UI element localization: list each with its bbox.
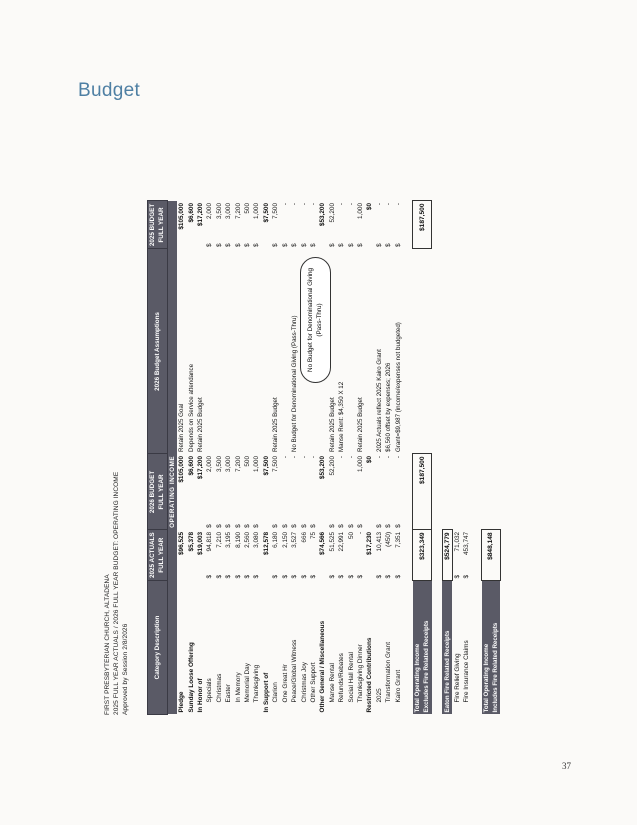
total-assumption bbox=[413, 249, 432, 454]
row-actual-symbol: $ bbox=[338, 574, 346, 579]
callout-note: No Budget for Denominational Giving (Pass-Thru) bbox=[300, 257, 331, 383]
row-budget-2025: - bbox=[385, 202, 393, 206]
row-category: Christmas bbox=[215, 673, 223, 703]
row-prior-symbol: $ bbox=[347, 243, 355, 247]
row-budget-symbol: $ bbox=[272, 524, 280, 528]
row-category: Memorial Day bbox=[244, 663, 252, 703]
row-category: One Great Hr bbox=[281, 664, 289, 703]
row-budget-2025: - bbox=[309, 202, 317, 206]
row-prior-symbol bbox=[196, 235, 205, 249]
row-category: Refunds/Rebates bbox=[338, 653, 346, 703]
row-prior-symbol: $ bbox=[394, 243, 402, 247]
col-assumptions: 2026 Budget Assumptions bbox=[148, 249, 168, 454]
row-assumption bbox=[252, 249, 261, 454]
total-budget-2026: $187,500 bbox=[413, 454, 432, 530]
row-actual-symbol: $ bbox=[385, 574, 393, 579]
row-prior-symbol: $ bbox=[300, 243, 308, 247]
row-budget-2026: 7,200 bbox=[234, 455, 242, 472]
row-budget-2025: - bbox=[375, 202, 383, 206]
row-category: Manse Rental bbox=[328, 663, 336, 703]
fire-row-amount: 71,032 bbox=[453, 531, 461, 552]
table-row bbox=[234, 201, 243, 715]
row-actual-2025: 10,413 bbox=[375, 531, 383, 552]
row-budget-symbol: $ bbox=[300, 524, 308, 528]
row-actual-2025: $17,230 bbox=[366, 531, 374, 555]
row-budget-2025: $0 bbox=[366, 202, 374, 211]
row-prior-symbol: $ bbox=[253, 243, 261, 247]
row-prior-symbol: $ bbox=[234, 243, 242, 247]
row-actual-symbol: $ bbox=[244, 574, 252, 579]
row-budget-symbol: $ bbox=[347, 524, 355, 528]
row-category: Specials bbox=[206, 678, 214, 703]
row-budget-symbol: $ bbox=[234, 524, 242, 528]
row-budget-2026: $7,500 bbox=[262, 455, 270, 476]
spacer-row bbox=[403, 201, 413, 715]
row-prior-symbol: $ bbox=[244, 243, 252, 247]
document-header bbox=[103, 472, 130, 715]
row-budget-2026: - bbox=[375, 455, 383, 459]
row-actual-symbol: $ bbox=[356, 574, 364, 579]
row-actual-2025: 8,190 bbox=[234, 531, 242, 548]
row-budget-2025: - bbox=[300, 202, 308, 206]
row-actual-2025: $96,525 bbox=[178, 531, 186, 555]
row-actual-2025: 3,080 bbox=[253, 531, 261, 548]
row-actual-2025: - bbox=[356, 531, 364, 535]
row-actual-symbol: $ bbox=[281, 574, 289, 579]
row-budget-2025: - bbox=[281, 202, 289, 206]
fire-row-amount: 453,747 bbox=[463, 531, 471, 555]
row-assumption bbox=[205, 249, 214, 454]
row-budget-2026: 3,000 bbox=[225, 455, 233, 472]
row-actual-symbol: $ bbox=[291, 574, 299, 579]
row-budget-2026: - bbox=[347, 455, 355, 459]
row-actual-2025: 7,351 bbox=[394, 531, 402, 548]
row-actual-symbol: $ bbox=[300, 574, 308, 579]
header-line-2: 2025 FULL YEAR ACTUALS / 2026 FULL YEAR BUDGET: OPERATING INCOME bbox=[113, 471, 120, 715]
row-category: Thanksgiving Dinner bbox=[356, 644, 364, 703]
row-assumption: Retain 2025 Budget bbox=[356, 397, 364, 452]
row-budget-symbol bbox=[196, 508, 205, 530]
row-actual-symbol: $ bbox=[234, 574, 242, 579]
grand-total-row bbox=[482, 201, 501, 715]
row-category: In Support of bbox=[262, 672, 270, 713]
row-budget-2025: 500 bbox=[244, 202, 252, 214]
spacer-row-3 bbox=[472, 201, 482, 715]
table-row bbox=[262, 201, 271, 715]
row-budget-2025: $7,500 bbox=[262, 202, 270, 223]
row-budget-2026: - bbox=[300, 455, 308, 459]
budget-table-rotated bbox=[103, 115, 533, 715]
row-budget-2025: - bbox=[291, 202, 299, 206]
fire-block-header bbox=[442, 201, 452, 715]
row-budget-2025: 3,000 bbox=[225, 202, 233, 219]
row-budget-2025: 1,000 bbox=[253, 202, 261, 219]
row-budget-2026: $105,000 bbox=[178, 455, 186, 483]
row-budget-symbol: $ bbox=[281, 524, 289, 528]
total-row-operating-income bbox=[413, 201, 432, 715]
row-actual-2025: $74,566 bbox=[319, 531, 327, 555]
row-assumption bbox=[262, 249, 271, 454]
fire-block-subtotal: $524,779 bbox=[442, 530, 452, 581]
row-prior-symbol: $ bbox=[215, 243, 223, 247]
row-prior-symbol: $ bbox=[225, 243, 233, 247]
row-actual-2025: 2,560 bbox=[244, 531, 252, 548]
row-budget-2025: 52,200 bbox=[328, 202, 336, 223]
row-budget-2025: 2,000 bbox=[206, 202, 214, 219]
row-budget-2026: - bbox=[385, 455, 393, 459]
row-actual-symbol bbox=[187, 566, 196, 581]
row-actual-2025: $5,378 bbox=[187, 531, 195, 552]
row-budget-2026: - bbox=[281, 455, 289, 459]
total-label: Total Operating Income Excludes Fire Related Receipts bbox=[413, 581, 432, 715]
row-category: Social Hall Rental bbox=[347, 652, 355, 703]
row-budget-symbol: $ bbox=[328, 524, 336, 528]
row-prior-symbol: $ bbox=[328, 243, 336, 247]
row-prior-symbol: $ bbox=[385, 243, 393, 247]
row-budget-symbol: $ bbox=[309, 524, 317, 528]
row-category: Clarion bbox=[272, 682, 280, 703]
row-budget-2025: $17,200 bbox=[197, 202, 205, 227]
row-actual-2025: (450) bbox=[385, 531, 393, 547]
header-line-1: FIRST PRESBYTERIAN CHURCH, ALTADENA bbox=[104, 574, 111, 715]
row-prior-symbol: $ bbox=[272, 243, 280, 247]
row-assumption: Retain 2025 Budget bbox=[328, 397, 336, 452]
row-prior-symbol: $ bbox=[309, 243, 317, 247]
row-budget-symbol bbox=[177, 508, 186, 530]
grand-total-value: $848,148 bbox=[482, 530, 501, 581]
row-budget-symbol: $ bbox=[356, 524, 364, 528]
row-actual-2025: 75 bbox=[309, 531, 317, 539]
section-band-operating-income: OPERATING INCOME bbox=[167, 201, 177, 715]
spacer-row-2 bbox=[432, 201, 442, 715]
row-budget-2025: - bbox=[338, 202, 346, 206]
row-category: Thanksgiving bbox=[253, 664, 261, 703]
row-actual-symbol: $ bbox=[206, 574, 214, 579]
row-budget-2026: 3,500 bbox=[215, 455, 223, 472]
row-budget-2025: $53,200 bbox=[319, 202, 327, 227]
table-row bbox=[290, 201, 299, 715]
row-prior-symbol: $ bbox=[281, 243, 289, 247]
row-actual-2025: 94,818 bbox=[206, 531, 214, 552]
row-actual-symbol: $ bbox=[225, 574, 233, 579]
row-assumption bbox=[347, 249, 356, 454]
row-budget-2026: 2,000 bbox=[206, 455, 214, 472]
row-assumption bbox=[243, 249, 252, 454]
row-prior-symbol bbox=[262, 235, 271, 249]
table-row bbox=[365, 201, 374, 715]
fire-row-category: Fire Insurance Claims bbox=[463, 640, 471, 703]
row-budget-symbol: $ bbox=[215, 524, 223, 528]
row-prior-symbol: $ bbox=[206, 243, 214, 247]
row-budget-symbol: $ bbox=[253, 524, 261, 528]
row-actual-symbol bbox=[177, 566, 186, 581]
row-assumption bbox=[281, 249, 290, 454]
row-actual-2025: 51,525 bbox=[328, 531, 336, 552]
table-row bbox=[243, 201, 252, 715]
row-budget-symbol: $ bbox=[338, 524, 346, 528]
row-budget-symbol: $ bbox=[206, 524, 214, 528]
table-row bbox=[271, 201, 280, 715]
row-budget-2025: - bbox=[394, 202, 402, 206]
row-category: Easter bbox=[225, 684, 233, 703]
row-actual-2025: 666 bbox=[300, 531, 308, 543]
row-actual-symbol: $ bbox=[253, 574, 261, 579]
row-prior-symbol bbox=[365, 235, 374, 249]
col-2025-budget: 2025 BUDGET FULL YEAR bbox=[148, 201, 168, 249]
fire-table-row bbox=[462, 201, 471, 715]
row-category: 2025 bbox=[375, 688, 383, 703]
row-category: Other Support bbox=[309, 662, 317, 703]
row-budget-2025: 7,500 bbox=[272, 202, 280, 219]
row-budget-2026: $17,200 bbox=[197, 455, 205, 480]
table-row bbox=[394, 201, 403, 715]
row-category: Sunday Loose Offering bbox=[187, 642, 195, 713]
row-budget-2025: - bbox=[347, 202, 355, 206]
row-assumption: Retain 2025 Budget bbox=[272, 397, 280, 452]
row-category: In Memory bbox=[234, 672, 242, 703]
row-category: Peace/Global Witness bbox=[291, 639, 299, 703]
fire-row-category: Fire Relief Giving bbox=[453, 653, 461, 703]
row-budget-2025: 7,200 bbox=[234, 202, 242, 219]
row-budget-2026: $0 bbox=[366, 455, 374, 464]
row-budget-symbol bbox=[318, 508, 327, 530]
table-row bbox=[281, 201, 290, 715]
row-budget-2026: 1,000 bbox=[253, 455, 261, 472]
row-budget-2026: - bbox=[309, 455, 317, 459]
row-actual-symbol: $ bbox=[347, 574, 355, 579]
table-row bbox=[224, 201, 233, 715]
table-row bbox=[337, 201, 346, 715]
row-budget-2026: 7,500 bbox=[272, 455, 280, 472]
table-row bbox=[215, 201, 224, 715]
row-assumption: Retain 2025 Budget bbox=[197, 397, 205, 452]
row-actual-symbol: $ bbox=[309, 574, 317, 579]
row-budget-symbol bbox=[365, 508, 374, 530]
table-row bbox=[375, 201, 384, 715]
row-assumption: 2025 Actuals reflect 2025 Kairo Grant bbox=[375, 349, 383, 452]
row-budget-2026: - bbox=[338, 455, 346, 459]
row-prior-symbol: $ bbox=[291, 243, 299, 247]
fire-row-symbol: $ bbox=[463, 574, 471, 579]
fire-block-label: Eaton Fire Related Receipts bbox=[442, 581, 452, 715]
row-actual-2025: $12,578 bbox=[262, 531, 270, 555]
fire-row-symbol: $ bbox=[453, 574, 461, 579]
row-assumption: No Budget for Denominational Giving (Pass-Thru) bbox=[291, 315, 299, 452]
table-row bbox=[196, 201, 205, 715]
col-2026-budget: 2026 BUDGET FULL YEAR bbox=[148, 454, 168, 530]
row-actual-symbol: $ bbox=[272, 574, 280, 579]
row-prior-symbol: $ bbox=[375, 243, 383, 247]
row-actual-2025: 3,195 bbox=[225, 531, 233, 548]
row-prior-symbol: $ bbox=[338, 243, 346, 247]
table-header-row bbox=[148, 201, 168, 715]
fire-table-row bbox=[452, 201, 462, 715]
row-budget-symbol: $ bbox=[225, 524, 233, 528]
row-actual-symbol: $ bbox=[215, 574, 223, 579]
row-budget-2026: 52,200 bbox=[328, 455, 336, 476]
row-budget-2026: 500 bbox=[244, 455, 252, 467]
table-row bbox=[187, 201, 196, 715]
row-budget-2026: - bbox=[291, 455, 299, 459]
row-category: Restricted Contributions bbox=[366, 637, 374, 713]
row-actual-symbol: $ bbox=[375, 574, 383, 579]
page-number: 37 bbox=[562, 761, 571, 771]
page-title: Budget bbox=[78, 80, 141, 101]
row-prior-symbol bbox=[177, 235, 186, 249]
table-row bbox=[356, 201, 365, 715]
row-prior-symbol bbox=[187, 235, 196, 249]
row-actual-2025: 6,180 bbox=[272, 531, 280, 548]
row-prior-symbol bbox=[318, 235, 327, 249]
row-assumption: $6,560 offset by expenses; 2026 bbox=[385, 362, 393, 452]
row-category: Christmas Joy bbox=[300, 662, 308, 703]
table-row bbox=[384, 201, 393, 715]
row-category: Transformation Grant bbox=[385, 642, 393, 703]
row-assumption bbox=[365, 249, 374, 454]
row-budget-symbol: $ bbox=[394, 524, 402, 528]
row-budget-symbol: $ bbox=[375, 524, 383, 528]
row-prior-symbol: $ bbox=[356, 243, 364, 247]
row-actual-symbol bbox=[196, 566, 205, 581]
row-actual-2025: $19,003 bbox=[197, 531, 205, 555]
row-budget-symbol bbox=[187, 508, 196, 530]
row-actual-2025: 50 bbox=[347, 531, 355, 539]
total-budget-2025: $187,500 bbox=[413, 201, 432, 249]
row-actual-symbol: $ bbox=[394, 574, 402, 579]
row-category: Pledge bbox=[178, 691, 186, 713]
row-budget-2025: 1,000 bbox=[356, 202, 364, 219]
row-budget-2025: $6,600 bbox=[187, 202, 195, 223]
row-budget-2026: 1,000 bbox=[356, 455, 364, 472]
row-budget-2026: $6,600 bbox=[187, 455, 195, 476]
total-actual-2025: $323,349 bbox=[413, 530, 432, 581]
row-actual-symbol bbox=[365, 566, 374, 581]
row-actual-2025: 7,210 bbox=[215, 531, 223, 548]
row-actual-2025: 3,527 bbox=[291, 531, 299, 548]
table-row bbox=[205, 201, 214, 715]
row-actual-symbol: $ bbox=[328, 574, 336, 579]
row-budget-symbol: $ bbox=[291, 524, 299, 528]
row-assumption: Depends on Service attendance bbox=[187, 363, 195, 452]
row-assumption bbox=[224, 249, 233, 454]
row-category: In Honor of bbox=[197, 678, 205, 713]
row-budget-symbol: $ bbox=[244, 524, 252, 528]
row-budget-symbol bbox=[262, 508, 271, 530]
row-assumption: Grant=$9,987 (income/expenses not budgeted) bbox=[394, 322, 402, 452]
header-line-3: Approved by Session 2/8/2026 bbox=[122, 623, 129, 715]
row-budget-symbol: $ bbox=[385, 524, 393, 528]
row-assumption: Retain 2025 Goal bbox=[178, 403, 186, 452]
row-actual-2025: 2,150 bbox=[281, 531, 289, 548]
row-budget-2026: - bbox=[394, 455, 402, 459]
table-row bbox=[347, 201, 356, 715]
row-actual-symbol bbox=[262, 566, 271, 581]
row-budget-2026: $53,200 bbox=[319, 455, 327, 480]
row-budget-2025: $105,000 bbox=[178, 202, 186, 230]
row-actual-2025: 22,991 bbox=[338, 531, 346, 552]
table-row bbox=[252, 201, 261, 715]
grand-total-label: Total Operating Income Includes Fire Related Receipts bbox=[482, 581, 501, 715]
row-assumption: Manse Rent: $4,350 X 12 bbox=[338, 381, 346, 452]
col-category: Category Description bbox=[148, 581, 168, 715]
table-row bbox=[177, 201, 186, 715]
row-assumption bbox=[234, 249, 243, 454]
row-category: Kairo Grant bbox=[394, 669, 402, 703]
row-assumption bbox=[215, 249, 224, 454]
row-actual-symbol bbox=[318, 566, 327, 581]
row-budget-2025: 3,500 bbox=[215, 202, 223, 219]
row-category: Other General / Miscellaneous bbox=[319, 620, 327, 713]
col-2025-actuals: 2025 ACTUALS FULL YEAR bbox=[148, 530, 168, 581]
